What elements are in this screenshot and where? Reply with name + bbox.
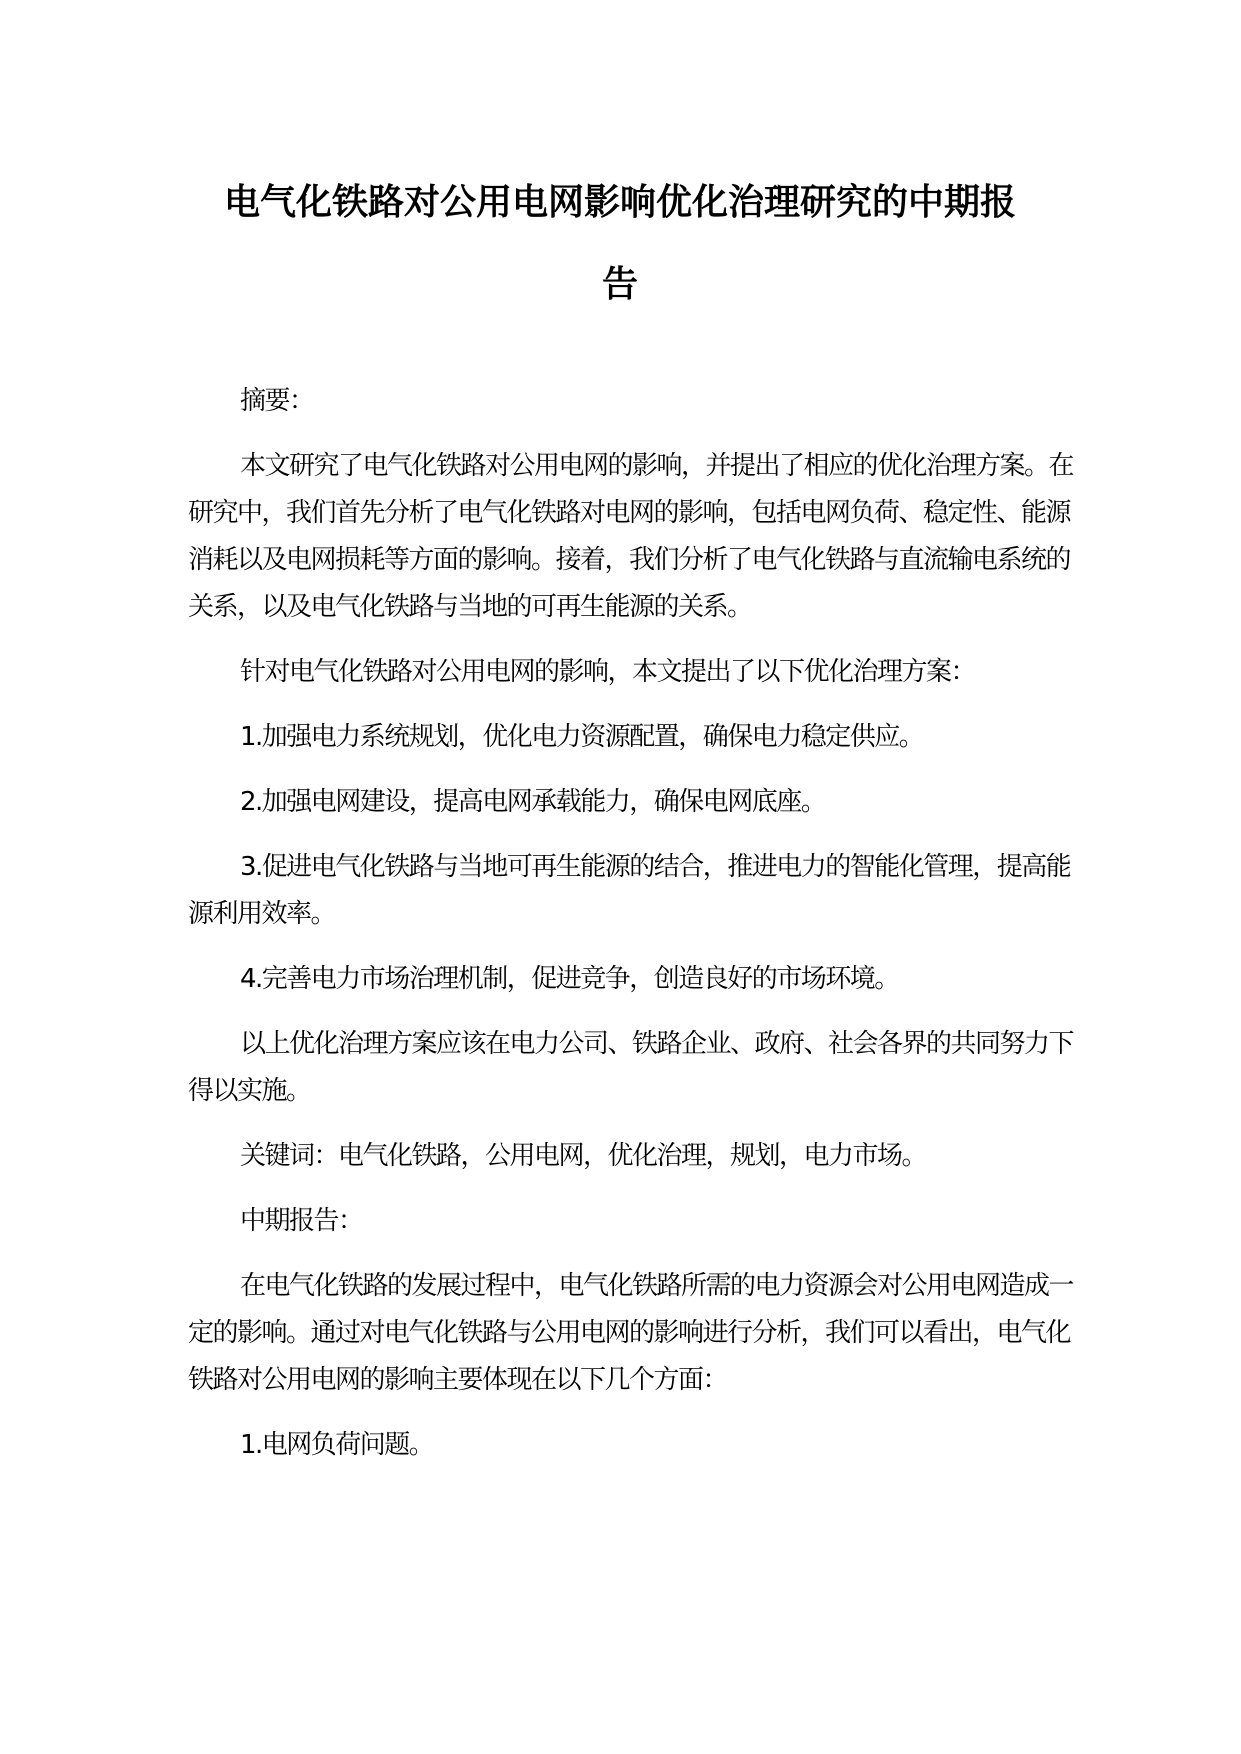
plan-item-3: 3.促进电气化铁路与当地可再生能源的结合，推进电力的智能化管理，提高能源利用效率。 [188,852,1071,929]
abstract-paragraph: 本文研究了电气化铁路对公用电网的影响，并提出了相应的优化治理方案。在研究中，我们首先分析了电气化铁路对电网的影响，包括电网负荷、稳定性、能源消耗以及电网损耗等方面的影响。接着，我们分析了电气化铁路与直流输电系统的关系，以及电气化铁路与当地的可再生能源的关系。 [188,451,1074,622]
midterm-heading: 中期报告： [240,1206,363,1236]
plan-intro-paragraph: 针对电气化铁路对公用电网的影响，本文提出了以下优化治理方案： [240,657,976,687]
keywords-paragraph: 关键词：电气化铁路，公用电网，优化治理，规划，电力市场。 [240,1141,927,1171]
document-title-line-2: 告 [601,264,638,305]
document-body [188,378,1088,1487]
plan-item-4: 4.完善电力市场治理机制，促进竞争，创造良好的市场环境。 [240,964,899,994]
abstract-heading: 摘要： [240,386,314,416]
document-title-line-1: 电气化铁路对公用电网影响优化治理研究的中期报 [223,182,1016,223]
plan-item-1: 1.加强电力系统规划，优化电力资源配置，确保电力稳定供应。 [240,722,924,752]
implementation-paragraph: 以上优化治理方案应该在电力公司、铁路企业、政府、社会各界的共同努力下得以实施。 [188,1029,1074,1106]
plan-item-2: 2.加强电网建设，提高电网承载能力，确保电网底座。 [240,787,826,817]
midterm-item-1: 1.电网负荷问题。 [240,1430,434,1460]
midterm-paragraph: 在电气化铁路的发展过程中，电气化铁路所需的电力资源会对公用电网造成一定的影响。通过对电气化铁路与公用电网的影响进行分析，我们可以看出，电气化铁路对公用电网的影响主要体现在以下几个方面： [188,1271,1074,1395]
